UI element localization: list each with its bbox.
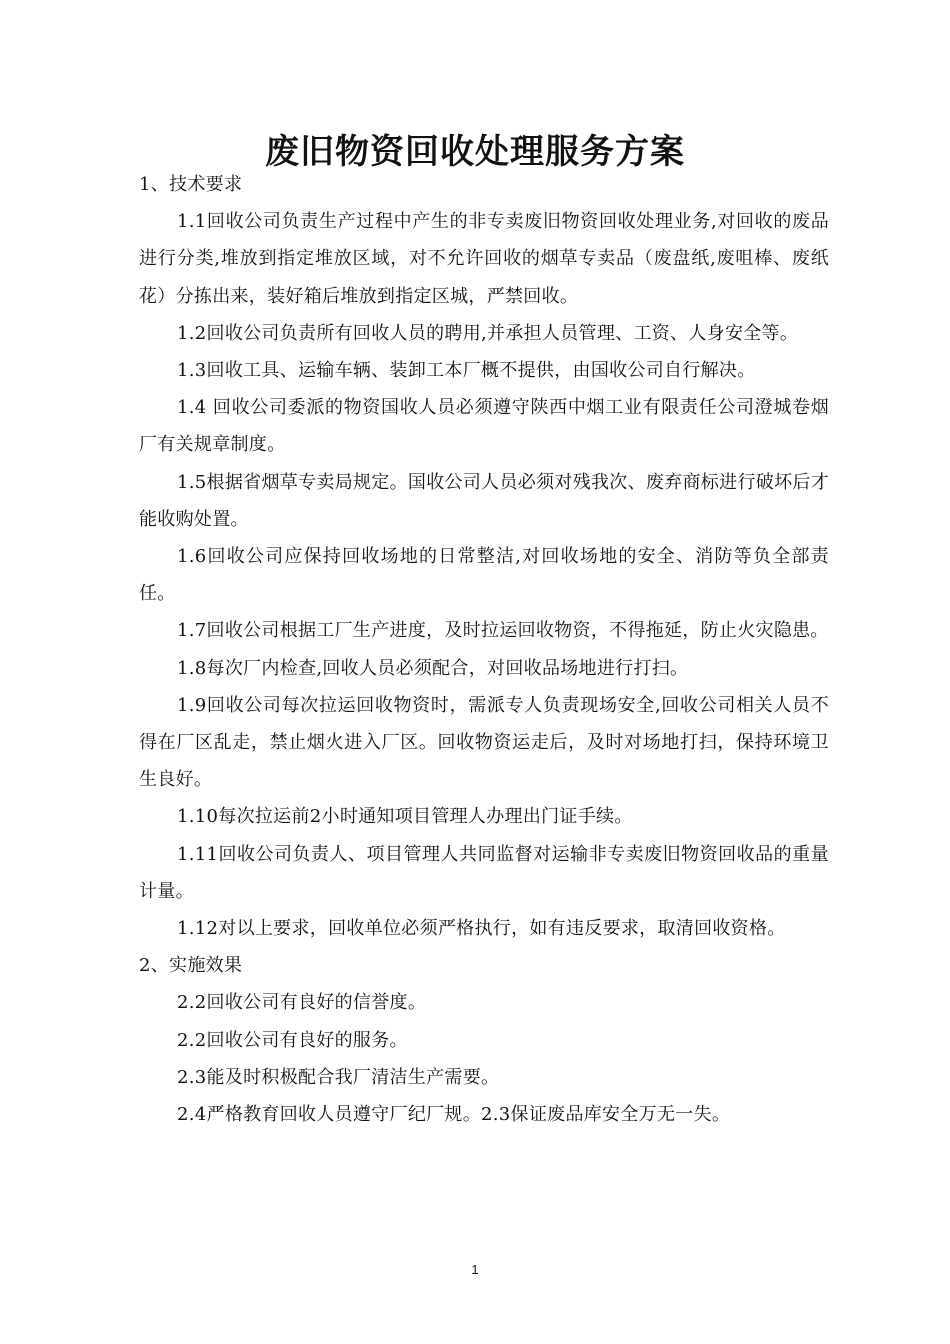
paragraph-2-4: 2.4严格教育回收人员遵守厂纪厂规。2.3保证废品库安全万无一失。 <box>177 1104 731 1126</box>
paragraph-2-1: 2.2回收公司有良好的信誉度。 <box>177 992 427 1014</box>
document-title: 废旧物资回收处理服务方案 <box>265 131 685 172</box>
paragraph-1-8: 1.8每次厂内检查,回收人员必须配合，对回收品场地进行打扫。 <box>177 657 689 679</box>
paragraph-1-9: 1.9回收公司每次拉运回收物资时，需派专人负责现场安全,回收公司相关人员不得在厂区乱走，禁止烟火进入厂区。回收物资运走后，及时对场地打扫，保持环境卫生良好。 <box>139 694 829 791</box>
paragraph-1-12: 1.12对以上要求，回收单位必须严格执行，如有违反要求，取清回收资格。 <box>177 918 786 940</box>
document-body <box>139 166 829 1133</box>
paragraph-1-10: 1.10每次拉运前2小时通知项目管理人办理出门证手续。 <box>177 806 633 828</box>
paragraph-2-3: 2.3能及时积极配合我厂清洁生产需要。 <box>177 1066 500 1088</box>
paragraph-1-3: 1.3回收工具、运输车辆、装卸工本厂概不提供，由国收公司自行解决。 <box>177 360 756 382</box>
section-heading-implementation-effect: 2、实施效果 <box>139 955 243 977</box>
paragraph-2-2: 2.2回收公司有良好的服务。 <box>177 1029 408 1051</box>
paragraph-1-2: 1.2回收公司负责所有回收人员的聘用,并承担人员管理、工资、人身安全等。 <box>177 322 799 344</box>
paragraph-1-4: 1.4 回收公司委派的物资国收人员必须遵守陕西中烟工业有限责任公司澄城卷烟厂有关规章制度。 <box>139 397 829 456</box>
page-number: 1 <box>471 1262 479 1277</box>
paragraph-1-5: 1.5根据省烟草专卖局规定。国收公司人员必须对残我次、废弃商标进行破坏后才能收购处置。 <box>139 471 829 530</box>
paragraph-1-7: 1.7回收公司根据工厂生产进度，及时拉运回收物资，不得拖延，防止火灾隐患。 <box>177 620 829 642</box>
paragraph-1-1: 1.1回收公司负责生产过程中产生的非专卖废旧物资回收处理业务,对回收的废品进行分类,堆放到指定堆放区域，对不允许回收的烟草专卖品（废盘纸,废咀棒、废纸花）分拣出来，装好箱后堆放到指定区城，严禁回收。 <box>139 211 829 307</box>
section-heading-technical-requirements: 1、技术要求 <box>139 174 243 195</box>
paragraph-1-11: 1.11回收公司负责人、项目管理人共同监督对运输非专卖废旧物资回收品的重量计量。 <box>139 843 829 902</box>
paragraph-1-6: 1.6回收公司应保持回收场地的日常整洁,对回收场地的安全、消防等负全部责任。 <box>139 546 829 605</box>
